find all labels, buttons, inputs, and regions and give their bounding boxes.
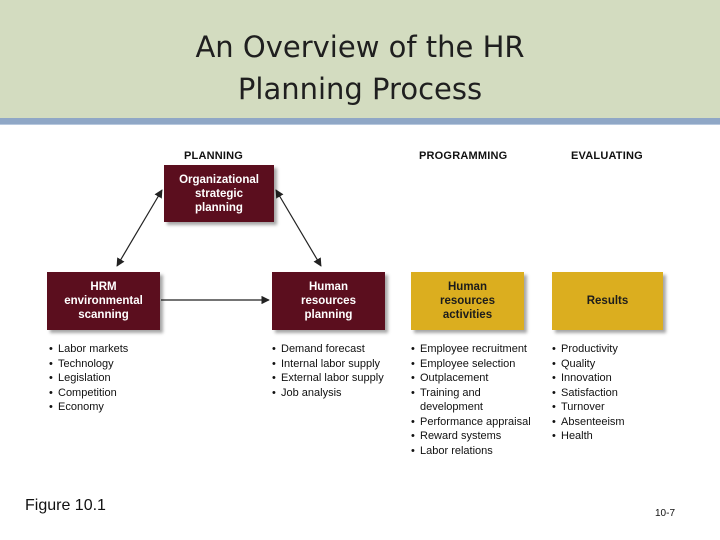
list-hr-planning-factors bbox=[272, 342, 402, 400]
list-item: • Absenteeism bbox=[552, 415, 667, 430]
box-text-line: Results bbox=[586, 295, 629, 307]
list-item: • Training and development bbox=[411, 386, 512, 415]
list-item: • Innovation bbox=[552, 371, 667, 386]
slide-title-line-1: An Overview of the HR bbox=[195, 30, 525, 64]
list-item: • Outplacement bbox=[411, 371, 553, 386]
list-scanning-factors bbox=[49, 342, 164, 415]
slide-title-line-2: Planning Process bbox=[237, 72, 483, 106]
box-hrm-environmental-scanning bbox=[47, 272, 160, 330]
list-item: • Economy bbox=[49, 400, 164, 415]
list-item: • Job analysis bbox=[272, 386, 402, 401]
page-number: 10-7 bbox=[655, 508, 676, 519]
list-item: • Productivity bbox=[552, 342, 667, 357]
box-text-line: strategic bbox=[195, 187, 243, 200]
box-text-line: HRM bbox=[90, 281, 117, 293]
list-item: • Internal labor supply bbox=[272, 357, 402, 372]
list-item: • Satisfaction bbox=[552, 386, 667, 401]
figure-label: Figure 10.1 bbox=[25, 497, 106, 514]
box-text-line: Human bbox=[448, 281, 487, 293]
list-item: • Reward systems bbox=[411, 429, 553, 444]
list-hr-activities bbox=[411, 342, 553, 458]
box-text-line: resources bbox=[301, 295, 356, 307]
list-item: • External labor supply bbox=[272, 371, 402, 386]
arrow-strategic-to-scanning bbox=[117, 190, 162, 266]
list-item: • Quality bbox=[552, 357, 667, 372]
column-heading-evaluating: EVALUATING bbox=[571, 150, 643, 162]
box-organizational-strategic-planning bbox=[164, 165, 274, 222]
box-text-line: planning bbox=[195, 201, 243, 214]
box-text-line: scanning bbox=[78, 309, 129, 321]
list-item: • Technology bbox=[49, 357, 164, 372]
box-text-line: activities bbox=[442, 309, 493, 321]
list-item: • Performance appraisal bbox=[411, 415, 553, 430]
box-human-resources-planning bbox=[272, 272, 385, 330]
list-item: • Legislation bbox=[49, 371, 164, 386]
arrow-strategic-to-hr-planning bbox=[276, 190, 321, 266]
list-item: • Employee recruitment bbox=[411, 342, 553, 357]
list-item: • Labor relations bbox=[411, 444, 553, 459]
list-item: • Turnover bbox=[552, 400, 667, 415]
box-results bbox=[552, 272, 663, 330]
box-human-resources-activities bbox=[411, 272, 524, 330]
list-item: • Health bbox=[552, 429, 667, 444]
box-text-line: resources bbox=[440, 295, 495, 307]
column-heading-planning: PLANNING bbox=[184, 150, 244, 162]
column-heading-programming: PROGRAMMING bbox=[419, 150, 508, 162]
list-item: • Demand forecast bbox=[272, 342, 402, 357]
list-item: • Competition bbox=[49, 386, 164, 401]
list-results bbox=[552, 342, 667, 444]
box-text-line: Organizational bbox=[179, 173, 259, 186]
list-item: • Employee selection bbox=[411, 357, 553, 372]
list-item: • Labor markets bbox=[49, 342, 164, 357]
box-text-line: environmental bbox=[64, 295, 143, 307]
box-text-line: Human bbox=[309, 281, 348, 293]
box-text-line: planning bbox=[304, 309, 353, 321]
